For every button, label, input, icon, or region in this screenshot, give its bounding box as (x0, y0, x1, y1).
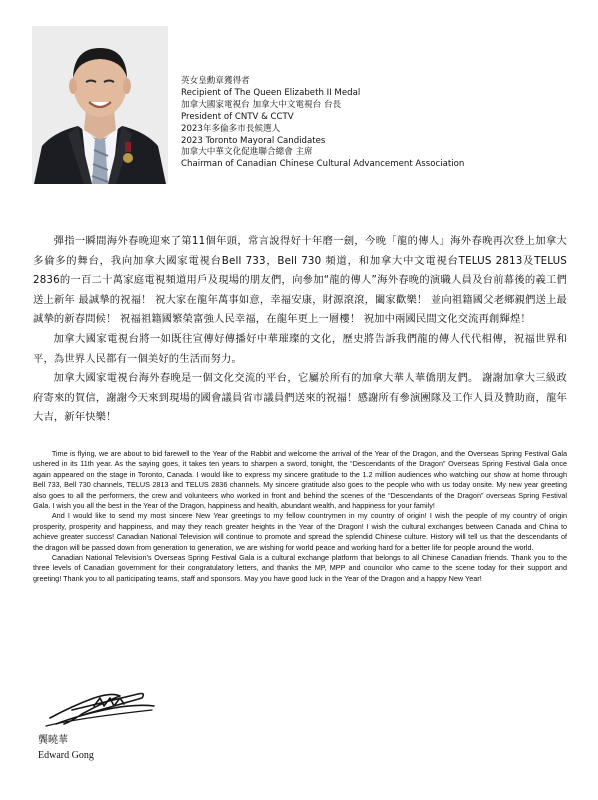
chinese-paragraph: 彈指一瞬間海外春晚迎來了第11個年頭，常言說得好十年磨一劍，今晚「龍的傳人」海外春晚再次登上加拿大多倫多的舞台，我向加拿大國家電視台Bell 733，Bell 730 頻道，和加拿大中文電視台TELUS 2813及TELUS 2836的一百二十萬家庭電視頻道用戶及現場的朋友們，向參加“龍的傳人”海外春晚的演職人員及台前幕後的義工們送上新年 最誠摯的祝福！ 祝大家在龍年萬事如意，幸福安康，財源滾滾，闔家歡樂！ 並向祖籍國父老鄉親們送上最誠摯的新春問候！ 祝福祖籍國繁榮富強人民幸福，在龍年更上一層樓！ 祝加中兩國民間文化交流再創輝煌！ (33, 235, 567, 326)
credential-line: President of CNTV & CCTV (181, 111, 294, 122)
signer-name-chinese: 龔曉華 (38, 735, 68, 746)
credential-line: 加拿大國家電視台 加拿大中文電視台 台長 (181, 99, 342, 110)
chinese-letter-body (33, 232, 567, 428)
author-portrait (32, 26, 168, 184)
credential-line: 英女皇勳章獲得者 (181, 76, 250, 86)
credential-line: 加拿大中華文化促進聯合總會 主席 (181, 147, 313, 158)
author-credentials (181, 76, 571, 171)
credential-line: 2023年多倫多市長候選人 (181, 123, 281, 134)
credential-line: Recipient of The Queen Elizabeth II Medal (181, 87, 361, 98)
credential-line: 2023 Toronto Mayoral Candidates (181, 135, 326, 146)
english-paragraph: And I would like to send my most sincere New Year greetings to my fellow countrymen in my country of origin! I wish the people of my country of origin prosperity, prosperity and happiness, and may they reach greater heights in the Year of the Dragon! I wish the cultural exchanges between Canada and China to achieve greater success! Canadian National Television will continue to promote and spread the splendid Chinese culture. History will tell us that the descendants of the dragon will be passed down from generation to generation, we are wishing for world peace and working hard for a better life for people around the world. (33, 511, 567, 552)
english-paragraph: Time is flying, we are about to bid farewell to the Year of the Rabbit and welcome the arrival of the Year of the Dragon, and the Overseas Spring Festival Gala ushered in its 11th year. As the saying goes, it takes ten years to sharpen a sword, tonight, the “Descendants of the Dragon” Overseas Spring Festival Gala once again appeared on the stage in Toronto, Canada. I would like to express my sincere gratitude to the 1.2 million audiences who watching our show at home through Bell 733, Bell 730 channels, TELUS 2813 and TELUS 2836 channels. My sincere gratitude also goes to the people who with us today onsite. My new year greeting also goes to all the performers, the crew and volunteers who worked in front and behind the scenes of the “Descendants of the Dragon” overseas Spring Festival Gala. I wish you all the best in the Year of the Dragon, happiness and health, abundant wealth, and happiness for your family! (33, 449, 567, 511)
credential-line: Chairman of Canadian Chinese Cultural Advancement Association (181, 159, 465, 170)
portrait-photo (32, 26, 168, 184)
english-letter-body (33, 449, 567, 584)
english-paragraph: Canadian National Television’s Overseas Spring Festival Gala is a cultural exchange platform that belongs to all Chinese Canadian friends. Thank you to the three levels of Canadian government for their congratulatory letters, and thanks the MP, MPP and councilor who came to the scene today for their support and greeting! Thank you to all participating teams, staff and sponsors. May you have good luck in the Year of the Dragon and a happy New Year! (33, 553, 567, 583)
chinese-paragraph: 加拿大國家電視台將一如既往宣傳好傳播好中華璀璨的文化，歷史將告訴我們龍的傳人代代相傳，祝福世界和平，為世界人民都有一個美好的生活而努力。 (33, 332, 567, 365)
handwritten-signature (42, 684, 160, 730)
chinese-paragraph: 加拿大國家電視台海外春晚是一個文化交流的平台，它屬於所有的加拿大華人華僑朋友們。 謝謝加拿大三級政府寄來的賀信，謝謝今天來到現場的國會議員省市議員們送來的祝福！感謝所有參演團隊及工作人員及贊助商，龍年大吉，新年快樂！ (33, 372, 567, 424)
signer-name-english: Edward Gong (38, 750, 94, 761)
